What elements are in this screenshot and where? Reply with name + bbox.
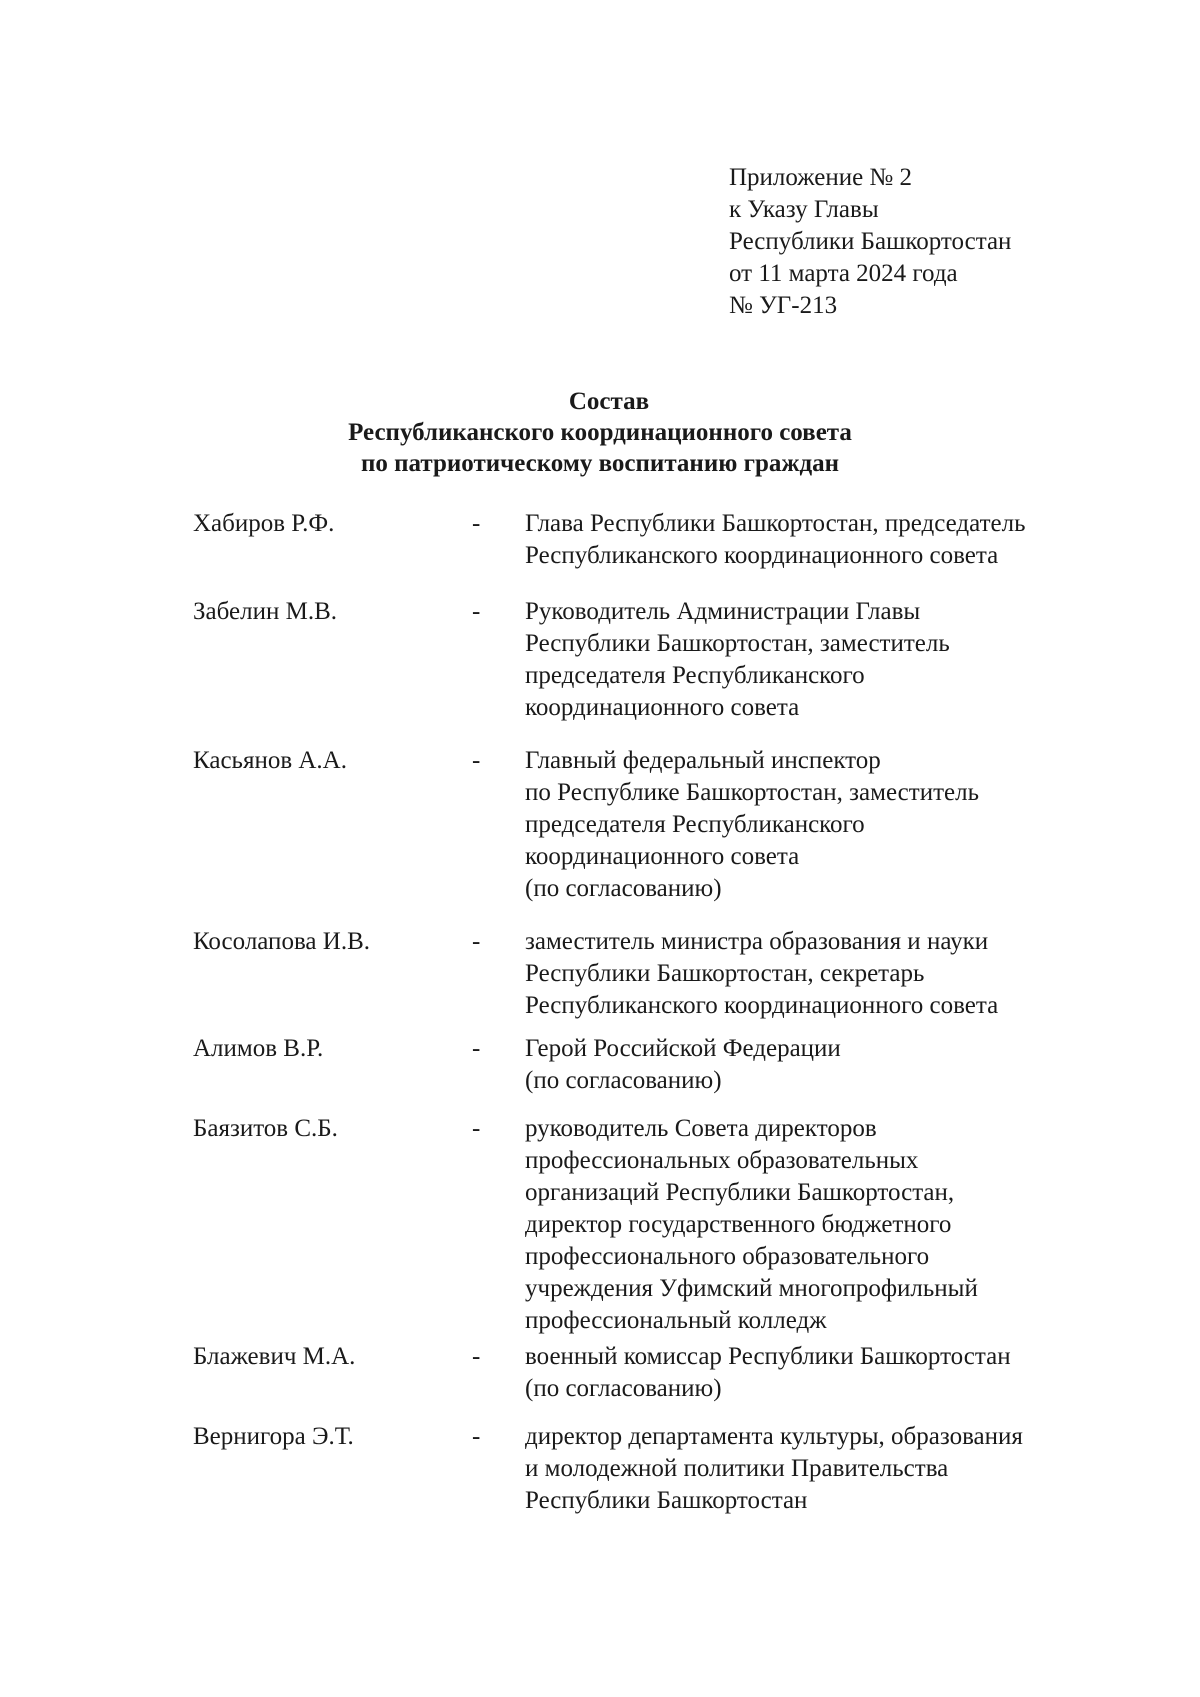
member-position xyxy=(525,508,1085,572)
member-position-line: (по согласованию) xyxy=(525,875,722,902)
member-position-line: организаций Республики Башкортостан, xyxy=(525,1179,955,1206)
member-position-line: Республиканского координационного совета xyxy=(525,542,999,569)
member-position-line: профессиональных образовательных xyxy=(525,1147,919,1174)
member-position-line: Герой Российской Федерации xyxy=(525,1035,841,1062)
member-position-line: Республики Башкортостан, заместитель xyxy=(525,630,950,657)
appendix-line: № УГ-213 xyxy=(729,292,838,319)
member-name: Касьянов А.А. xyxy=(193,747,347,774)
member-position-line: учреждения Уфимский многопрофильный xyxy=(525,1275,978,1302)
member-position xyxy=(525,1113,1085,1337)
member-name: Забелин М.В. xyxy=(193,598,337,625)
member-position-line: директор департамента культуры, образования xyxy=(525,1423,1023,1450)
member-name: Алимов В.Р. xyxy=(193,1035,324,1062)
member-position-line: директор государственного бюджетного xyxy=(525,1211,952,1238)
member-position-line: по Республике Башкортостан, заместитель xyxy=(525,779,979,806)
member-dash: - xyxy=(472,1115,481,1142)
member-position xyxy=(525,1033,1085,1097)
member-position-line: Глава Республики Башкортостан, председатель xyxy=(525,510,1026,537)
appendix-line: Приложение № 2 xyxy=(729,164,913,191)
member-position-line: (по согласованию) xyxy=(525,1375,722,1402)
member-dash: - xyxy=(472,1343,481,1370)
member-dash: - xyxy=(472,747,481,774)
member-position-line: военный комиссар Республики Башкортостан xyxy=(525,1343,1011,1370)
member-dash: - xyxy=(472,928,481,955)
member-dash: - xyxy=(472,1423,481,1450)
member-dash: - xyxy=(472,1035,481,1062)
member-position-line: координационного совета xyxy=(525,843,800,870)
member-position-line: Главный федеральный инспектор xyxy=(525,747,881,774)
member-position-line: и молодежной политики Правительства xyxy=(525,1455,949,1482)
member-name: Блажевич М.А. xyxy=(193,1343,356,1370)
member-position-line: профессионального образовательного xyxy=(525,1243,930,1270)
member-position-line: (по согласованию) xyxy=(525,1067,722,1094)
member-position xyxy=(525,745,1085,905)
member-position xyxy=(525,1421,1085,1517)
member-position-line: Республики Башкортостан, секретарь xyxy=(525,960,925,987)
appendix-line: от 11 марта 2024 года xyxy=(729,260,958,287)
member-position-line: Республиканского координационного совета xyxy=(525,992,999,1019)
member-position-line: руководитель Совета директоров xyxy=(525,1115,877,1142)
document-title xyxy=(0,386,1200,479)
member-position xyxy=(525,1341,1085,1405)
member-position-line: Руководитель Администрации Главы xyxy=(525,598,921,625)
appendix-line: Республики Башкортостан xyxy=(729,228,1012,255)
member-position-line: Республики Башкортостан xyxy=(525,1487,808,1514)
member-name: Вернигора Э.Т. xyxy=(193,1423,354,1450)
appendix-header xyxy=(729,162,1011,322)
member-position-line: профессиональный колледж xyxy=(525,1307,827,1334)
member-position-line: заместитель министра образования и науки xyxy=(525,928,989,955)
title-line: по патриотическому воспитанию граждан xyxy=(360,450,840,477)
member-dash: - xyxy=(472,510,481,537)
member-position-line: председателя Республиканского xyxy=(525,811,865,838)
member-position xyxy=(525,926,1085,1022)
member-name: Косолапова И.В. xyxy=(193,928,370,955)
title-line: Республиканского координационного совета xyxy=(348,419,852,446)
title-line: Состав xyxy=(568,388,650,415)
member-name: Хабиров Р.Ф. xyxy=(193,510,335,537)
member-dash: - xyxy=(472,598,481,625)
member-name: Баязитов С.Б. xyxy=(193,1115,338,1142)
member-position-line: председателя Республиканского xyxy=(525,662,865,689)
member-position-line: координационного совета xyxy=(525,694,800,721)
member-position xyxy=(525,596,1085,724)
appendix-line: к Указу Главы xyxy=(729,196,879,223)
